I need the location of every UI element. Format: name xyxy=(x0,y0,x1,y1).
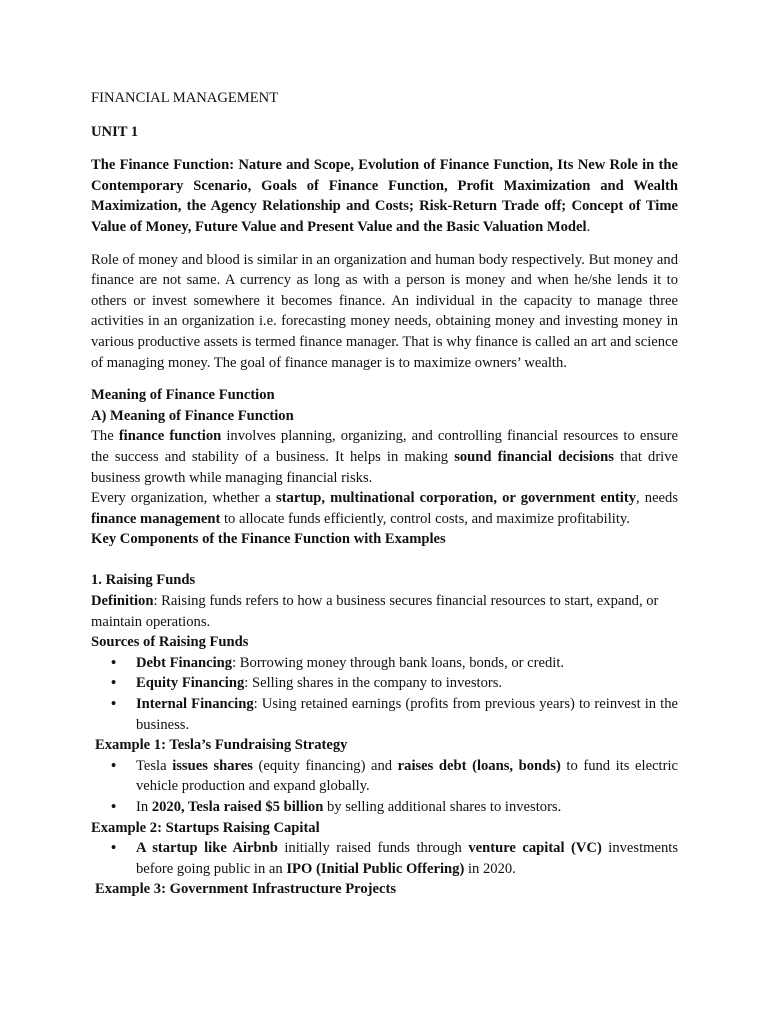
document-title: FINANCIAL MANAGEMENT xyxy=(91,90,279,106)
unit-heading: UNIT 1 xyxy=(91,123,139,140)
spacer xyxy=(91,550,678,571)
list-item: • Equity Financing: Selling shares in the company to investors. xyxy=(91,673,678,694)
example-2-list xyxy=(91,838,678,879)
key-components-heading: Key Components of the Finance Function with Examples xyxy=(91,531,446,548)
document-page xyxy=(91,88,678,900)
sources-heading: Sources of Raising Funds xyxy=(91,634,249,651)
example-1-list xyxy=(91,756,678,818)
example-2-heading: Example 2: Startups Raising Capital xyxy=(91,819,320,836)
list-item: • A startup like Airbnb initially raised funds through venture capital (VC) investments before going public in an IPO (Initial Public Offering) in 2020. xyxy=(91,838,678,879)
list-item: • Debt Financing: Borrowing money through bank loans, bonds, or credit. xyxy=(91,653,678,674)
list-item: • In 2020, Tesla raised $5 billion by selling additional shares to investors. xyxy=(91,797,678,818)
sources-list xyxy=(91,653,678,735)
example-3-heading: Example 3: Government Infrastructure Projects xyxy=(95,881,396,898)
subsection-heading-meaning: A) Meaning of Finance Function xyxy=(91,407,294,424)
meaning-paragraph-2: Every organization, whether a startup, multinational corporation, or government entity, needs finance management to allocate funds efficiently, control costs, and maximize profitability. xyxy=(91,490,678,527)
intro-paragraph: Role of money and blood is similar in an organization and human body respectively. But money and finance are not same. A currency as long as with a person is money and when he/she lends it to others or invest somewhere it becomes finance. An individual in the capacity to manage three activities in an organization i.e. forecasting money needs, obtaining money and investing money in various productive assets is termed finance manager. That is why finance is called an art and science of managing money. The goal of finance manager is to maximize owners’ wealth. xyxy=(91,251,678,371)
list-item: • Internal Financing: Using retained earnings (profits from previous years) to reinvest in the business. xyxy=(91,694,678,735)
raising-funds-heading: 1. Raising Funds xyxy=(91,572,196,589)
section-heading-meaning: Meaning of Finance Function xyxy=(91,387,275,404)
definition-paragraph: Definition: Raising funds refers to how a business secures financial resources to start, expand, or maintain operations. xyxy=(91,593,659,630)
list-item: • Tesla issues shares (equity financing) and raises debt (loans, bonds) to fund its electric vehicle production and expand globally. xyxy=(91,756,678,797)
syllabus-paragraph: The Finance Function: Nature and Scope, Evolution of Finance Function, Its New Role in the Contemporary Scenario, Goals of Finance Function, Profit Maximization and Wealth Maximization, the Agency Relationship and Costs; Risk-Return Trade off; Concept of Time Value of Money, Future Value and Present Value and the Basic Valuation Model. xyxy=(91,157,678,235)
meaning-paragraph-1: The finance function involves planning, organizing, and controlling financial resources to ensure the success and stability of a business. It helps in making sound financial decisions that drive business growth while managing financial risks. xyxy=(91,428,679,486)
syllabus-text: The Finance Function: Nature and Scope, Evolution of Finance Function, Its New Role in the Contemporary Scenario, Goals of Finance Function, Profit Maximization and Wealth Maximization, the Agency Relationship and Costs; Risk-Return Trade off; Concept of Time Value of Money, Future Value and Present Value and the Basic Valuation Model xyxy=(91,157,678,235)
example-1-heading: Example 1: Tesla’s Fundraising Strategy xyxy=(95,737,348,754)
